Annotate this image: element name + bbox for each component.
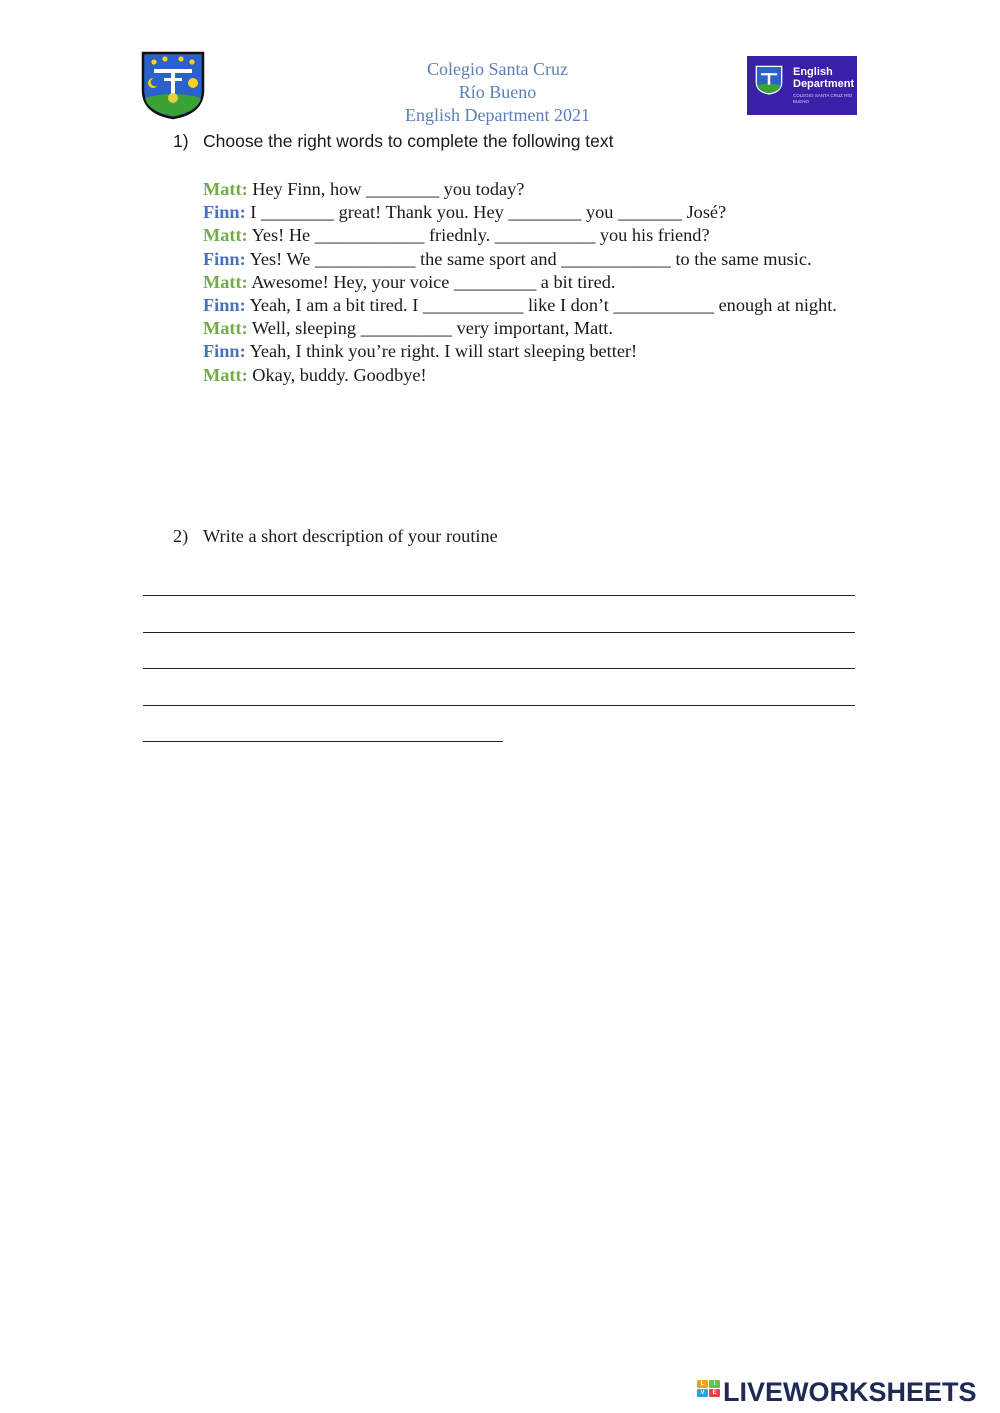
speaker-finn: Finn: <box>203 202 246 223</box>
question-2-prompt: Write a short description of your routine <box>203 526 498 546</box>
mini-crest-icon <box>755 65 783 95</box>
school-header <box>330 58 665 127</box>
dialogue-text: Yes! We ___________ the same sport and ____________ to the same music. <box>245 248 812 269</box>
icon-tile: V <box>697 1389 708 1397</box>
dialogue-text: I ________ great! Thank you. Hey ________ you _______ José? <box>245 202 727 223</box>
dept-logo-subtitle: COLEGIO SANTA CRUZ RÍO BUENO <box>793 93 853 104</box>
liveworksheets-icon <box>697 1378 721 1406</box>
dialogue-text: Awesome! Hey, your voice _________ a bit tired. <box>247 271 616 292</box>
dialogue-line <box>203 294 855 317</box>
speaker-finn: Finn: <box>203 295 246 316</box>
question-1-number: 1) <box>173 131 189 151</box>
liveworksheets-wordmark: LIVEWORKSHEETS <box>723 1376 977 1407</box>
dialogue-line <box>203 340 855 363</box>
dialogue-text: Hey Finn, how ________ you today? <box>247 179 525 199</box>
speaker-matt: Matt: <box>203 179 248 199</box>
dialogue-line <box>203 201 855 224</box>
question-2-number: 2) <box>173 526 189 546</box>
speaker-matt: Matt: <box>203 364 248 385</box>
english-department-logo <box>747 56 857 115</box>
answer-line[interactable] <box>143 741 503 742</box>
speaker-finn: Finn: <box>203 248 246 269</box>
speaker-finn: Finn: <box>203 341 246 362</box>
speaker-matt: Matt: <box>203 318 248 339</box>
answer-line[interactable] <box>143 632 855 633</box>
dialogue-line <box>203 364 855 387</box>
dept-logo-title-line2: Department <box>793 78 855 90</box>
dept-logo-title-line1: English <box>793 66 833 78</box>
dialogue-text: Yeah, I think you’re right. I will start sleeping better! <box>245 341 638 362</box>
dialogue-text: Yes! He ____________ friednly. ___________ you his friend? <box>247 225 710 246</box>
icon-tile: I <box>709 1380 720 1388</box>
answer-line[interactable] <box>143 595 855 596</box>
answer-line[interactable] <box>143 668 855 669</box>
speaker-matt: Matt: <box>203 225 248 246</box>
question-1-prompt: Choose the right words to complete the following text <box>203 131 614 151</box>
school-name: Colegio Santa Cruz <box>427 59 568 79</box>
icon-tile: L <box>697 1380 708 1388</box>
dialogue-line <box>203 317 855 340</box>
dialogue-block <box>203 178 855 387</box>
dialogue-line <box>203 248 855 271</box>
answer-line[interactable] <box>143 705 855 706</box>
dialogue-text: Well, sleeping __________ very important, Matt. <box>247 318 613 339</box>
dialogue-text: Okay, buddy. Goodbye! <box>247 364 427 385</box>
dialogue-line <box>203 271 855 294</box>
dept-logo-title <box>793 66 854 90</box>
dialogue-line <box>203 224 855 247</box>
speaker-matt: Matt: <box>203 271 248 292</box>
dialogue-text: Yeah, I am a bit tired. I ___________ like I don’t ___________ enough at night. <box>245 295 837 316</box>
liveworksheets-brand <box>697 1376 977 1408</box>
icon-tile: E <box>709 1389 720 1397</box>
question-2-heading <box>173 526 498 547</box>
school-crest-logo <box>140 50 206 120</box>
department-year: English Department 2021 <box>405 105 590 125</box>
question-1-heading <box>173 131 614 152</box>
dialogue-line <box>203 178 855 201</box>
school-city: Río Bueno <box>458 82 537 102</box>
